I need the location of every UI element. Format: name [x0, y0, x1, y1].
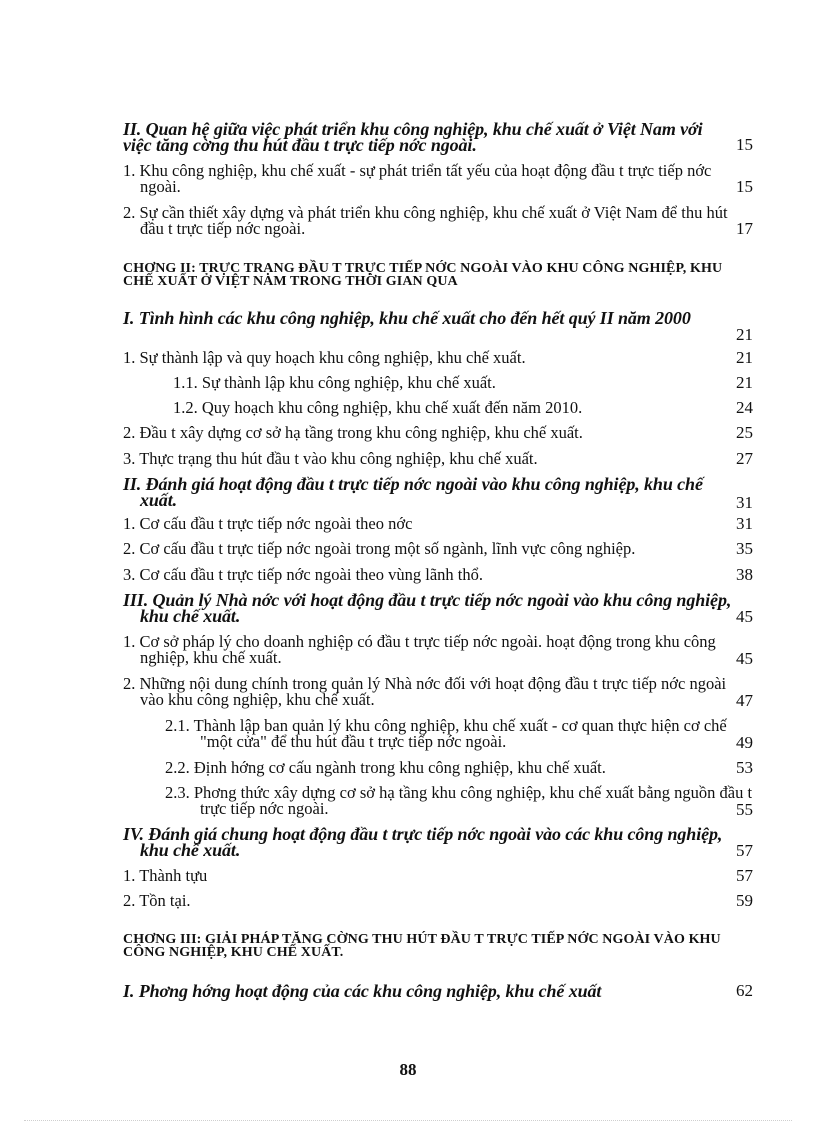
chapter-heading: CHƠNG III: GIẢI PHÁP TĂNG CỜNG THU HÚT ĐẦU T TRỰC TIẾP NỚC NGOÀI VÀO KHU CÔNG NGHIỆP, KHU CHẾ XUẤT. — [123, 932, 721, 960]
toc-entry-title: 1. Thành tựu — [123, 866, 208, 885]
toc-section-entry[interactable] — [123, 826, 753, 860]
toc-item-entry[interactable] — [123, 868, 753, 886]
bottom-dotted-divider — [24, 1120, 792, 1121]
toc-entry-title: 2.1. Thành lập ban quản lý khu công nghiệp, khu chế xuất - cơ quan thực hiện cơ chế "một cửa" để thu hút đầu t trực tiếp nớc ngoài. — [165, 716, 727, 751]
toc-subitem-entry[interactable] — [123, 375, 753, 393]
toc-entry-title: IV. Đánh giá chung hoạt động đầu t trực tiếp nớc ngoài vào các khu công nghiệp, khu chế xuất. — [123, 824, 723, 860]
toc-page-number: 35 — [736, 539, 753, 558]
toc-page-number: 57 — [736, 841, 753, 860]
toc-item-entry[interactable] — [123, 451, 753, 469]
toc-page-number: 21 — [736, 325, 753, 344]
toc-page-number: 21 — [736, 348, 753, 367]
toc-entry-title: I. Phơng hớng hoạt động của các khu công nghiệp, khu chế xuất — [123, 981, 602, 1001]
chapter-heading: CHƠNG II: TRỰC TRẠNG ĐẦU T TRỰC TIẾP NỚC NGOÀI VÀO KHU CÔNG NGHIỆP, KHU CHẾ XUẤT Ở VIỆT NAM TRONG THỜI GIAN QUA — [123, 261, 723, 289]
toc-entry-title: II. Quan hệ giữa việc phát triển khu công nghiệp, khu chế xuất ở Việt Nam với việc tăng cờng thu hút đầu t trực tiếp nớc ngoài. — [123, 119, 703, 155]
toc-page-number: 21 — [736, 373, 753, 392]
toc-page-number: 59 — [736, 891, 753, 910]
toc-page-number: 55 — [736, 800, 753, 819]
toc-page-number: 53 — [736, 758, 753, 777]
toc-item-entry[interactable] — [123, 634, 753, 668]
toc-page-number: 45 — [736, 649, 753, 668]
toc-item-entry[interactable] — [123, 205, 753, 239]
toc-entry-title: 2. Cơ cấu đầu t trực tiếp nớc ngoài trong một số ngành, lĩnh vực công nghiệp. — [123, 539, 636, 558]
toc-item-entry[interactable] — [123, 541, 753, 559]
toc-page-number: 15 — [736, 135, 753, 154]
toc-entry-title: 2. Những nội dung chính trong quản lý Nhà nớc đối với hoạt động đầu t trực tiếp nớc ngoài vào khu công nghiệp, khu chế xuất. — [123, 674, 727, 709]
toc-entry-title: 2.3. Phơng thức xây dựng cơ sở hạ tầng khu công nghiệp, khu chế xuất bằng nguồn đầu t trực tiếp nớc ngoài. — [165, 783, 753, 818]
toc-entry-title: 3. Thực trạng thu hút đầu t vào khu công nghiệp, khu chế xuất. — [123, 449, 538, 468]
toc-entry-title: 2. Tồn tại. — [123, 891, 191, 910]
page-number: 88 — [399, 1060, 417, 1079]
toc-page-number: 27 — [736, 449, 753, 468]
toc-entry-title: 1. Cơ sở pháp lý cho doanh nghiệp có đầu t trực tiếp nớc ngoài. hoạt động trong khu công nghiệp, khu chế xuất. — [123, 632, 716, 667]
toc-page-number: 47 — [736, 691, 753, 710]
toc-entry-title: 1. Cơ cấu đầu t trực tiếp nớc ngoài theo nớc — [123, 514, 413, 533]
toc-page-number: 45 — [736, 607, 753, 626]
toc-entry-title: 2. Sự cần thiết xây dựng và phát triển khu công nghiệp, khu chế xuất ở Việt Nam để thu hút đầu t trực tiếp nớc ngoài. — [123, 203, 728, 238]
toc-entry-title: 1.2. Quy hoạch khu công nghiệp, khu chế xuất đến năm 2010. — [173, 398, 583, 417]
toc-section-entry[interactable] — [123, 310, 753, 344]
toc-page-number: 25 — [736, 423, 753, 442]
toc-item-entry[interactable] — [123, 893, 753, 911]
toc-entry-title: 2. Đầu t xây dựng cơ sở hạ tầng trong khu công nghiệp, khu chế xuất. — [123, 423, 583, 442]
toc-item-entry[interactable] — [123, 676, 753, 710]
toc-entry-title: 1. Khu công nghiệp, khu chế xuất - sự phát triển tất yếu của hoạt động đầu t trực tiếp nớc ngoài. — [123, 161, 712, 196]
toc-subitem-entry[interactable] — [123, 760, 753, 778]
toc-section-entry[interactable] — [123, 983, 753, 1001]
toc-page-number: 31 — [736, 493, 753, 512]
toc-page-number: 15 — [736, 177, 753, 196]
toc-page-number: 17 — [736, 219, 753, 238]
toc-page-number: 24 — [736, 398, 753, 417]
toc-entry-title: I. Tình hình các khu công nghiệp, khu chế xuất cho đến hết quý II năm 2000 — [123, 308, 691, 328]
toc-page-number: 49 — [736, 733, 753, 752]
toc-entry-title: II. Đánh giá hoạt động đầu t trực tiếp nớc ngoài vào khu công nghiệp, khu chế xuất. — [123, 474, 703, 510]
toc-subitem-entry[interactable] — [123, 785, 753, 819]
toc-page-number: 31 — [736, 514, 753, 533]
toc-entry-title: III. Quản lý Nhà nớc với hoạt động đầu t trực tiếp nớc ngoài vào khu công nghiệp, khu chế xuất. — [123, 590, 732, 626]
toc-page-number: 38 — [736, 565, 753, 584]
toc-item-entry[interactable] — [123, 163, 753, 197]
toc-subitem-entry[interactable] — [123, 718, 753, 752]
toc-entry-title: 1. Sự thành lập và quy hoạch khu công nghiệp, khu chế xuất. — [123, 348, 526, 367]
toc-section-entry[interactable] — [123, 476, 753, 510]
toc-item-entry[interactable] — [123, 567, 753, 585]
toc-entry-title: 1.1. Sự thành lập khu công nghiệp, khu chế xuất. — [173, 373, 496, 392]
toc-item-entry[interactable] — [123, 516, 753, 534]
toc-entry-title: 2.2. Định hớng cơ cấu ngành trong khu công nghiệp, khu chế xuất. — [165, 758, 606, 777]
toc-entry-title: 3. Cơ cấu đầu t trực tiếp nớc ngoài theo vùng lãnh thổ. — [123, 565, 483, 584]
toc-item-entry[interactable] — [123, 425, 753, 443]
toc-item-entry[interactable] — [123, 350, 753, 368]
toc-section-entry[interactable] — [123, 592, 753, 626]
toc-section-entry[interactable] — [123, 121, 753, 155]
toc-page-number: 62 — [736, 981, 753, 1000]
toc-page-number: 57 — [736, 866, 753, 885]
toc-subitem-entry[interactable] — [123, 400, 753, 418]
